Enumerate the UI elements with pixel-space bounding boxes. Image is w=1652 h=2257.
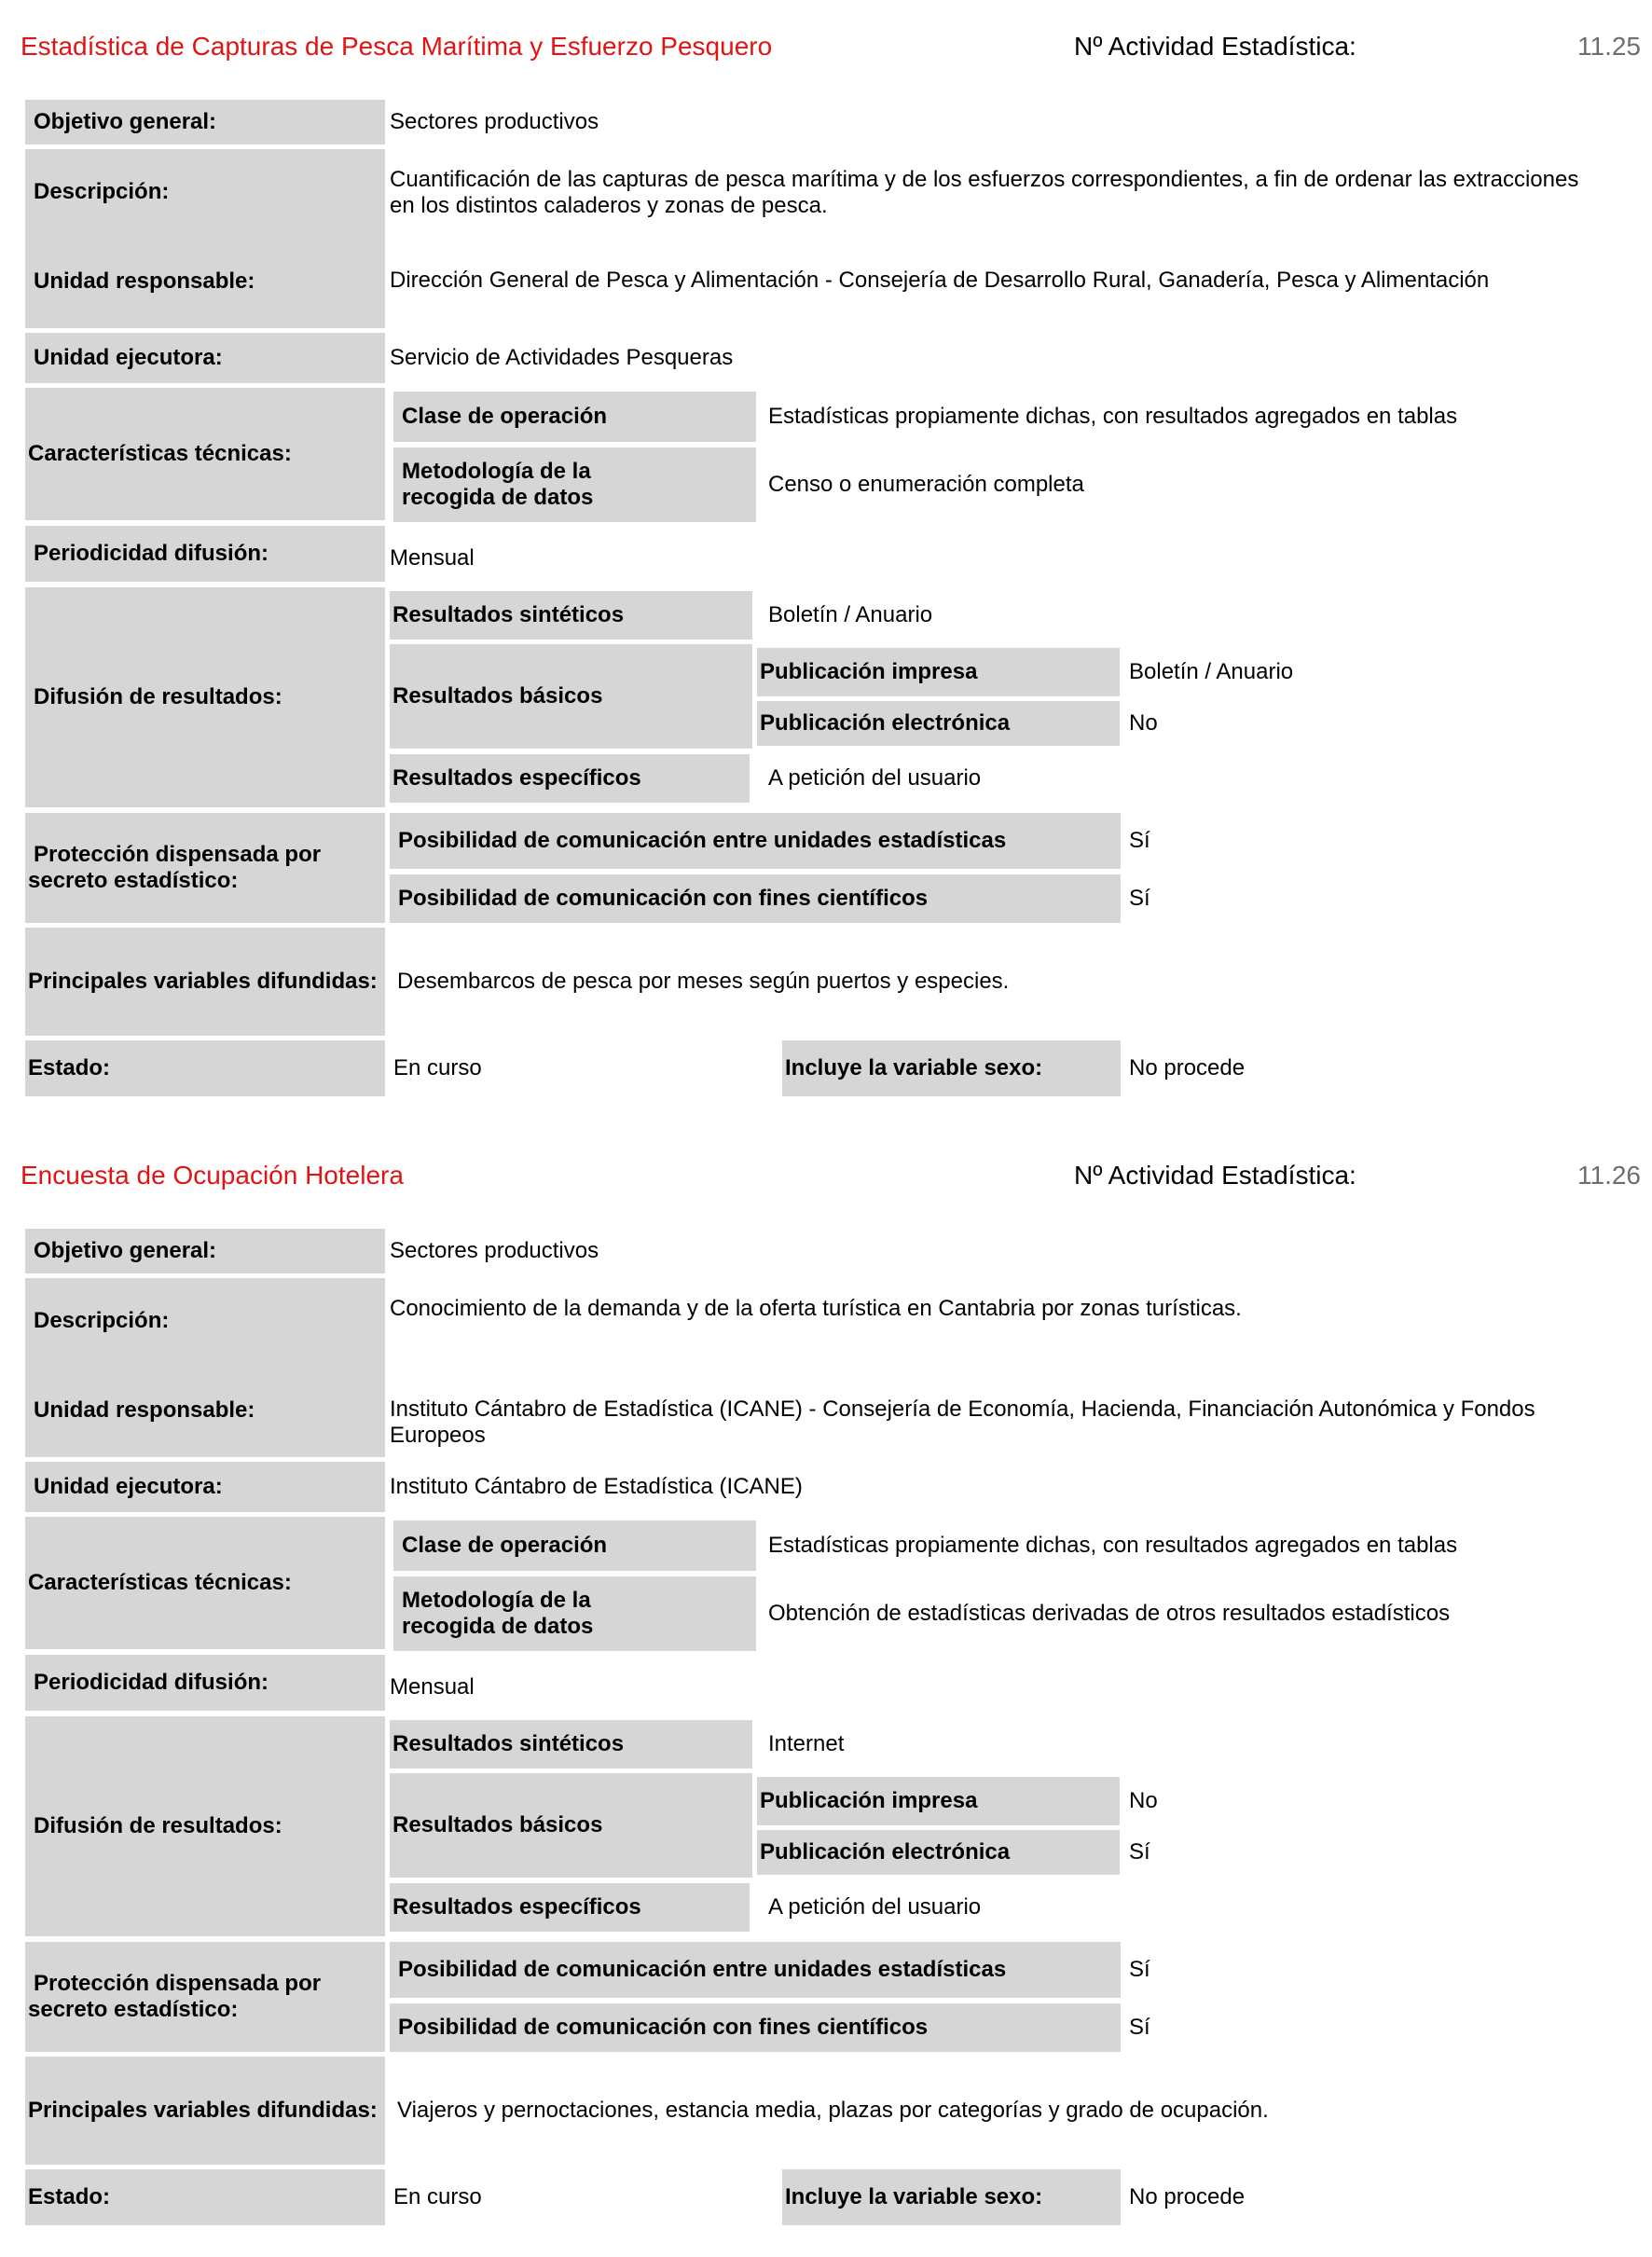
pub-electronica-value: Sí [1129, 1839, 1150, 1865]
proteccion-label-text: Protección dispensada por secreto estadístico: [28, 842, 322, 893]
especificos-value: A petición del usuario [768, 765, 982, 791]
periodicidad-value: Mensual [390, 1674, 475, 1700]
pub-electronica-label: Publicación electrónica [757, 1830, 1120, 1875]
unidad-ejecutora-value: Servicio de Actividades Pesqueras [390, 345, 734, 370]
estado-label: Estado: [25, 1040, 385, 1096]
proteccion-label [25, 813, 385, 923]
activity-number-label: Nº Actividad Estadística: [1074, 1161, 1356, 1190]
sinteticos-value: Internet [768, 1731, 845, 1756]
unidad-responsable-label: Unidad responsable: [34, 1397, 255, 1423]
unidad-ejecutora-label: Unidad ejecutora: [25, 1462, 385, 1512]
com-unidades-value: Sí [1129, 828, 1150, 853]
periodicidad-label: Periodicidad difusión: [25, 526, 385, 582]
clase-operacion-value: Estadísticas propiamente dichas, con resultados agregados en tablas [768, 404, 1458, 429]
activity-number: 11.26 [1577, 1161, 1641, 1190]
proteccion-label [25, 1942, 385, 2052]
metodologia-label: Metodología de la recogida de datos [393, 447, 756, 522]
activity-number: 11.25 [1577, 32, 1641, 61]
periodicidad-value: Mensual [390, 545, 475, 571]
com-cientificos-value: Sí [1129, 2015, 1150, 2040]
estado-value: En curso [393, 2184, 482, 2209]
objetivo-value: Sectores productivos [390, 1238, 599, 1263]
activity-title: Encuesta de Ocupación Hotelera [21, 1161, 404, 1190]
objetivo-value: Sectores productivos [390, 109, 599, 134]
objetivo-label: Objetivo general: [25, 100, 385, 145]
clase-operacion-value: Estadísticas propiamente dichas, con resultados agregados en tablas [768, 1533, 1458, 1558]
variables-value: Viajeros y pernoctaciones, estancia media, plazas por categorías y grado de ocupación. [397, 2098, 1269, 2123]
unidad-responsable-value: Instituto Cántabro de Estadística (ICANE) - Consejería de Economía, Hacienda, Financiación Autonómica y Fondos Europeos [390, 1397, 1535, 1448]
variables-label: Principales variables difundidas: [25, 2057, 385, 2165]
descripcion-label: Descripción: [34, 1308, 170, 1333]
com-cientificos-label: Posibilidad de comunicación con fines científicos [390, 874, 1121, 923]
sinteticos-label: Resultados sintéticos [390, 1720, 752, 1768]
sexo-label: Incluye la variable sexo: [782, 1040, 1121, 1096]
metodologia-value: Censo o enumeración completa [768, 472, 1084, 497]
unidad-responsable-value: Dirección General de Pesca y Alimentación - Consejería de Desarrollo Rural, Ganadería, Pesca y Alimentación [390, 268, 1490, 293]
descripcion-label: Descripción: [34, 179, 170, 204]
clase-operacion-label: Clase de operación [393, 1521, 756, 1571]
metodologia-label: Metodología de la recogida de datos [393, 1576, 756, 1651]
descripcion-value: Cuantificación de las capturas de pesca marítima y de los esfuerzos correspondientes, a fin de ordenar las extracciones en los distintos caladeros y zonas de pesca. [390, 167, 1579, 218]
periodicidad-label: Periodicidad difusión: [25, 1655, 385, 1711]
estado-value: En curso [393, 1055, 482, 1080]
pub-impresa-label: Publicación impresa [757, 1777, 1120, 1825]
activity-section [0, 1129, 1652, 2248]
unidad-ejecutora-label: Unidad ejecutora: [25, 333, 385, 383]
estado-label: Estado: [25, 2169, 385, 2225]
variables-label: Principales variables difundidas: [25, 928, 385, 1036]
com-cientificos-label: Posibilidad de comunicación con fines científicos [390, 2003, 1121, 2052]
unidad-ejecutora-value: Instituto Cántabro de Estadística (ICANE) [390, 1474, 803, 1499]
difusion-label: Difusión de resultados: [25, 1716, 385, 1936]
sexo-label: Incluye la variable sexo: [782, 2169, 1121, 2225]
pub-electronica-value: No [1129, 710, 1158, 736]
activity-number-label: Nº Actividad Estadística: [1074, 32, 1356, 61]
objetivo-label: Objetivo general: [25, 1229, 385, 1273]
pub-impresa-value: No [1129, 1788, 1158, 1813]
basicos-label: Resultados básicos [390, 1773, 752, 1878]
caracteristicas-label: Características técnicas: [25, 388, 385, 520]
descripcion-value: Conocimiento de la demanda y de la oferta turística en Cantabria por zonas turísticas. [390, 1296, 1242, 1321]
sinteticos-label: Resultados sintéticos [390, 591, 752, 640]
sinteticos-value: Boletín / Anuario [768, 602, 933, 627]
metodologia-value: Obtención de estadísticas derivadas de otros resultados estadísticos [768, 1601, 1451, 1626]
caracteristicas-label: Características técnicas: [25, 1517, 385, 1649]
com-cientificos-value: Sí [1129, 886, 1150, 911]
pub-impresa-value: Boletín / Anuario [1129, 659, 1294, 684]
activity-section [0, 0, 1652, 1119]
com-unidades-value: Sí [1129, 1957, 1150, 1982]
especificos-value: A petición del usuario [768, 1894, 982, 1920]
pub-electronica-label: Publicación electrónica [757, 701, 1120, 746]
difusion-label: Difusión de resultados: [25, 587, 385, 807]
activity-title: Estadística de Capturas de Pesca Marítima y Esfuerzo Pesquero [21, 32, 773, 61]
unidad-responsable-label: Unidad responsable: [34, 268, 255, 294]
pub-impresa-label: Publicación impresa [757, 648, 1120, 696]
proteccion-label-text: Protección dispensada por secreto estadístico: [28, 1971, 322, 2022]
com-unidades-label: Posibilidad de comunicación entre unidades estadísticas [390, 1942, 1121, 1998]
clase-operacion-label: Clase de operación [393, 392, 756, 442]
especificos-label: Resultados específicos [390, 1883, 750, 1932]
sexo-value: No procede [1129, 2184, 1246, 2209]
sexo-value: No procede [1129, 1055, 1246, 1080]
com-unidades-label: Posibilidad de comunicación entre unidades estadísticas [390, 813, 1121, 869]
especificos-label: Resultados específicos [390, 754, 750, 803]
variables-value: Desembarcos de pesca por meses según puertos y especies. [397, 969, 1010, 994]
basicos-label: Resultados básicos [390, 644, 752, 749]
